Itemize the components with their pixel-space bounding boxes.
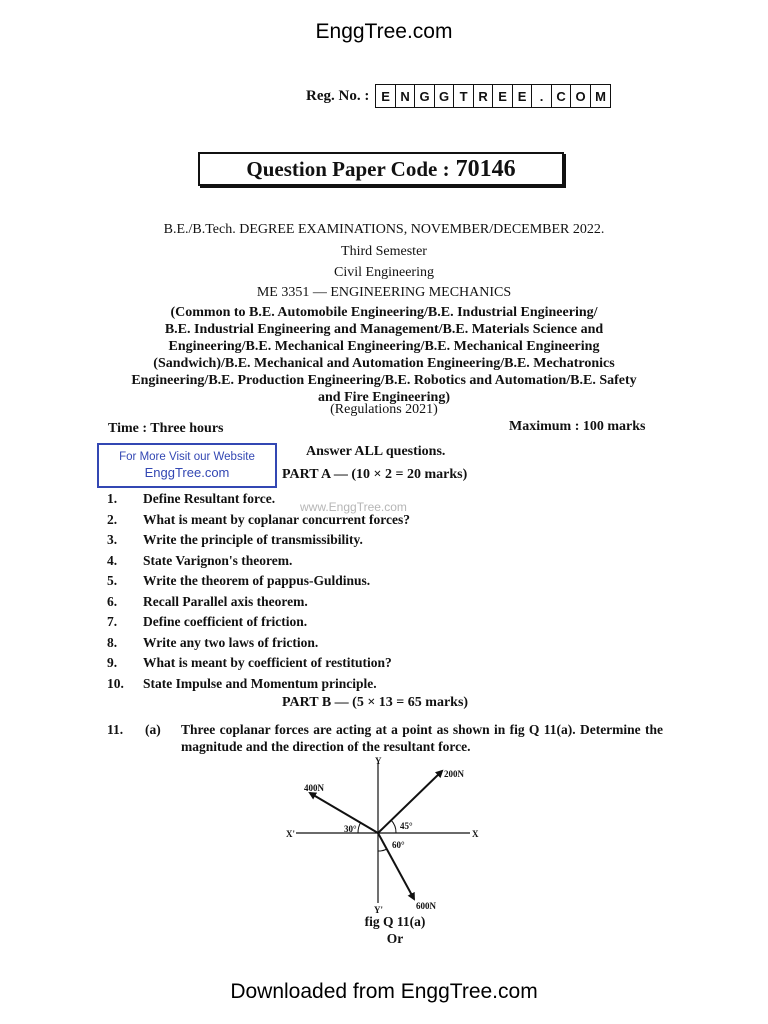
paper-code-label: Question Paper Code : [246, 156, 450, 181]
site-header: EnggTree.com [315, 20, 453, 43]
part-b-heading: PART B — (5 × 13 = 65 marks) [282, 695, 469, 710]
reg-char: O [571, 85, 591, 107]
max-marks: Maximum : 100 marks [509, 419, 646, 434]
question-number: 3. [107, 532, 118, 548]
label-400n: 400N [304, 783, 324, 793]
answer-all: Answer ALL questions. [306, 444, 446, 459]
label-45-deg: 45° [400, 821, 413, 831]
list-item [107, 592, 667, 613]
list-item [107, 510, 667, 531]
question-number: 2. [107, 511, 118, 527]
question-text: State Varignon's theorem. [143, 552, 293, 568]
label-60-deg: 60° [392, 840, 405, 850]
list-item [107, 612, 667, 633]
question-number: 6. [107, 593, 118, 609]
question-number: 7. [107, 614, 118, 630]
reg-char: C [552, 85, 572, 107]
reg-char: N [396, 85, 416, 107]
question-text: What is meant by coefficient of restitution? [143, 655, 392, 671]
label-200n: 200N [444, 769, 464, 779]
question-number: 8. [107, 634, 118, 650]
regulations: (Regulations 2021) [330, 402, 438, 417]
reg-label: Reg. No. : [306, 87, 370, 104]
question-part: (a) [145, 722, 161, 737]
site-footer: Downloaded from EnggTree.com [230, 980, 538, 1003]
label-y-prime: Y' [374, 905, 383, 915]
badge-line-1: For More Visit our Website [119, 451, 255, 463]
question-text: What is meant by coplanar concurrent forces? [143, 511, 410, 527]
common-to [100, 304, 668, 406]
question-11a [107, 721, 663, 755]
angle-30-arc [358, 822, 361, 833]
reg-char: R [474, 85, 494, 107]
label-600n: 600N [416, 901, 436, 911]
or-text: Or [386, 931, 404, 946]
reg-boxes [375, 84, 611, 108]
branch: Civil Engineering [334, 265, 434, 280]
label-x-prime: X' [286, 829, 295, 839]
question-text: Define Resultant force. [143, 491, 276, 507]
question-text: Recall Parallel axis theorem. [143, 593, 308, 609]
reg-number [306, 84, 611, 108]
angle-45-arc [391, 820, 396, 833]
list-item [107, 653, 667, 674]
website-badge[interactable] [97, 443, 277, 488]
list-item [107, 633, 667, 654]
question-text: Write any two laws of friction. [143, 634, 319, 650]
list-item [107, 530, 667, 551]
reg-char: G [435, 85, 455, 107]
reg-char: E [513, 85, 533, 107]
force-diagram [280, 755, 490, 915]
question-number: 1. [107, 491, 118, 507]
semester: Third Semester [341, 244, 427, 259]
question-text: Write the theorem of pappus-Guldinus. [143, 573, 371, 589]
question-text: Write the principle of transmissibility. [143, 532, 363, 548]
question-number: 11. [107, 722, 124, 737]
list-item [107, 489, 667, 510]
question-number: 5. [107, 573, 118, 589]
list-item [107, 674, 667, 695]
paper-code-value: 70146 [455, 155, 516, 182]
common-line: (Common to B.E. Automobile Engineering/B.E. Industrial Engineering/ [170, 305, 598, 320]
reg-char: E [493, 85, 513, 107]
common-line: and Fire Engineering) [318, 390, 450, 405]
reg-char: T [454, 85, 474, 107]
common-line: (Sandwich)/B.E. Mechanical and Automation Engineering/B.E. Mechatronics [153, 356, 615, 371]
exam-time: Time : Three hours [108, 421, 224, 436]
question-text: Three coplanar forces are acting at a point as shown in fig Q 11(a). Determine the magnitude and the direction of the resultant force. [181, 722, 663, 754]
question-number: 9. [107, 655, 118, 671]
watermark: www.EnggTree.com [300, 500, 407, 514]
reg-char: M [595, 88, 606, 104]
angle-60-arc [378, 849, 387, 851]
question-number: 4. [107, 552, 118, 568]
subject: ME 3351 — ENGINEERING MECHANICS [256, 285, 512, 300]
label-30-deg: 30° [344, 824, 357, 834]
list-item [107, 551, 667, 572]
part-a-questions [107, 489, 667, 694]
question-text: Define coefficient of friction. [143, 614, 308, 630]
list-item [107, 571, 667, 592]
reg-char: . [532, 85, 552, 107]
label-y: Y [375, 756, 382, 766]
reg-char: E [376, 85, 396, 107]
exam-title: B.E./B.Tech. DEGREE EXAMINATIONS, NOVEMBER/DECEMBER 2022. [163, 222, 605, 237]
common-line: Engineering/B.E. Mechanical Engineering/B.E. Mechanical Engineering [168, 339, 600, 354]
figure-caption-text: fig Q 11(a) [364, 914, 426, 929]
question-paper-code [198, 152, 564, 186]
badge-line-2: EnggTree.com [144, 465, 230, 480]
figure-caption [0, 913, 768, 947]
label-x: X [472, 829, 479, 839]
part-a-heading: PART A — (10 × 2 = 20 marks) [282, 467, 468, 482]
reg-char: G [415, 85, 435, 107]
common-line: Engineering/B.E. Production Engineering/B.E. Robotics and Automation/B.E. Safety [131, 373, 637, 388]
question-number: 10. [107, 675, 124, 691]
question-text: State Impulse and Momentum principle. [143, 675, 377, 691]
common-line: B.E. Industrial Engineering and Management/B.E. Materials Science and [164, 322, 604, 337]
